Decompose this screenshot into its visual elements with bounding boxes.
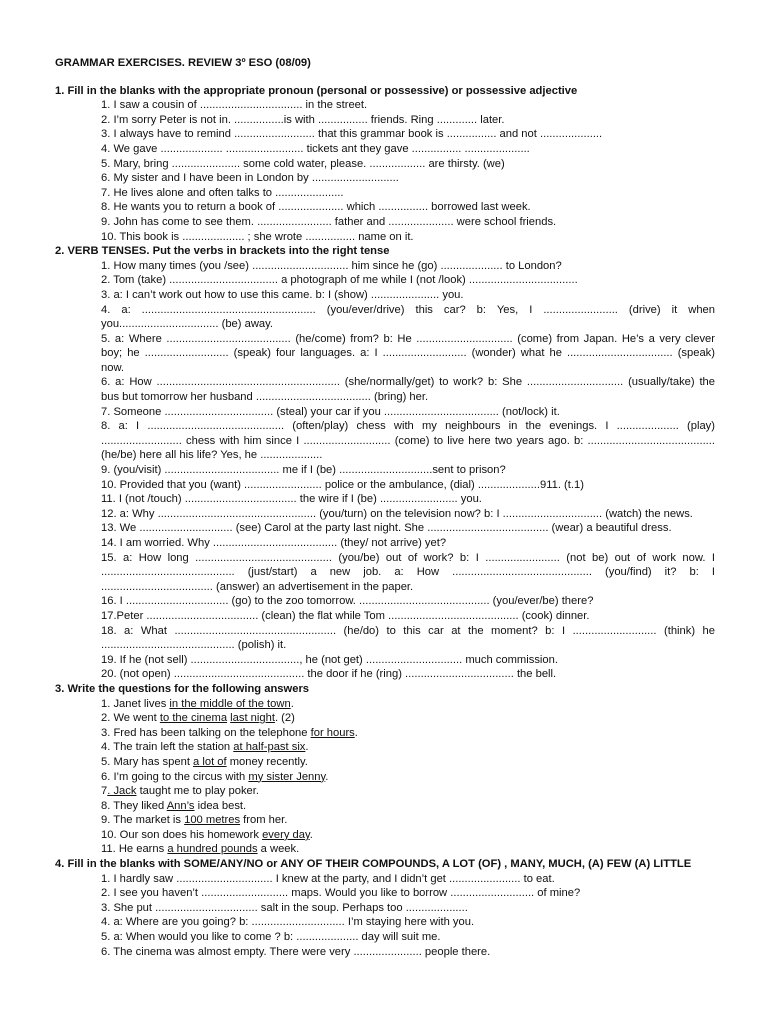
list-item: 3. a: I can’t work out how to use this came. b: I (show) ...................... you. <box>101 288 464 301</box>
list-item: 20. (not open) .......................................... the door if he (ring) ................................... the bell. <box>101 668 557 681</box>
underlined-answer: a hundred pounds <box>167 843 258 856</box>
section-4-list <box>55 872 715 960</box>
list-item: 7. Someone ................................... (steal) your car if you ..................................... (not/lock) it. <box>101 405 560 418</box>
list-item: 17.Peter .................................... (clean) the flat while Tom .......................................... (cook) dinner. <box>101 609 590 622</box>
list-item: 11. He earns a hundred pounds a week. <box>101 843 300 856</box>
list-item: 2. We went to the cinema last night. (2) <box>101 712 295 725</box>
list-item: 8. He wants you to return a book of ..................... which ................ borrowed last week. <box>101 201 531 214</box>
list-item: 3. She put ................................. salt in the soup. Perhaps too .................... <box>101 901 468 914</box>
list-item: 8. They liked Ann’s idea best. <box>101 799 247 812</box>
underlined-answer: my sister Jenny <box>248 770 326 783</box>
underlined-answer: Ann’s <box>166 799 195 812</box>
list-item: 2. Tom (take) ................................... a photograph of me while I (not /look) ................................... <box>101 274 578 287</box>
list-item: 6. I’m going to the circus with my sister Jenny. <box>101 770 329 783</box>
list-item: 2. I see you haven’t ............................ maps. Would you like to borrow ........................... of mine? <box>101 887 581 900</box>
section-3-list <box>55 697 715 858</box>
underlined-answer: every day <box>262 828 310 841</box>
list-item: 5. Mary, bring ...................... some cold water, please. .................. are thirsty. (we) <box>101 157 505 170</box>
underlined-answer: last night <box>230 712 275 725</box>
underlined-answer: for hours <box>310 726 355 739</box>
list-item: 15. a: How long ............................................ (you/be) out of work? b: I ........................ (not be) out of work now. I ........................................... (just/start) a new job. a: How ............................................. (you/find) it? b: I .................................... (answer) an advertisement in the paper. <box>101 551 715 593</box>
underlined-answer: to the cinema <box>159 712 228 725</box>
list-item: 7. Jack taught me to play poker. <box>101 785 259 798</box>
list-item: 5. Mary has spent a lot of money recently. <box>101 755 308 768</box>
list-item: 6. My sister and I have been in London by ............................ <box>101 172 399 185</box>
underlined-answer: at half-past six <box>233 741 306 754</box>
list-item: 9. (you/visit) ..................................... me if I (be) ..............................sent to prison? <box>101 464 506 477</box>
list-item: 6. The cinema was almost empty. There were very ...................... people there. <box>101 945 491 958</box>
list-item: 1. How many times (you /see) ............................... him since he (go) .................... to London? <box>101 259 562 272</box>
list-item: 1. Janet lives in the middle of the town. <box>101 697 294 710</box>
list-item: 4. The train left the station at half-past six. <box>101 741 309 754</box>
list-item: 1. I saw a cousin of ................................. in the street. <box>101 99 368 112</box>
list-item: 3. Fred has been talking on the telephone for hours. <box>101 726 358 739</box>
underlined-answer: 100 metres <box>184 814 241 827</box>
list-item: 4. a: Where are you going? b: .............................. I’m staying here with you. <box>101 916 475 929</box>
list-item: 10. Our son does his homework every day. <box>101 828 313 841</box>
section-1-heading: 1. Fill in the blanks with the appropriate pronoun (personal or possessive) or possessive adjective <box>55 84 578 97</box>
list-item: 14. I am worried. Why ........................................ (they/ not arrive) yet? <box>101 537 447 549</box>
list-item: 3. I always have to remind .......................... that this grammar book is ................ and not .................... <box>101 128 603 141</box>
list-item: 11. I (not /touch) .................................... the wire if I (be) ......................... you. <box>101 493 482 506</box>
list-item: 6. a: How ........................................................... (she/normally/get) to work? b: She ............................... (usually/take) the bus but tomorrow her husband ..................................... (bring) her. <box>101 376 715 404</box>
list-item: 4. a: ........................................................ (you/ever/drive) this car? b: Yes, I ........................ (drive) it when you................................ (be) away. <box>101 303 715 331</box>
list-item: 7. He lives alone and often talks to ...................... <box>101 186 344 199</box>
list-item: 16. I ................................. (go) to the zoo tomorrow. .......................................... (you/ever/be) there? <box>101 595 594 608</box>
list-item: 1. I hardly saw ............................... I knew at the party, and I didn’t get ....................... to eat. <box>101 872 555 885</box>
list-item: 5. a: When would you like to come ? b: .................... day will suit me. <box>101 931 441 944</box>
list-item: 9. John has come to see them. ........................ father and ..................... were school friends. <box>101 215 557 228</box>
list-item: 4. We gave .................... ......................... tickets ant they gave ................ ..................... <box>101 142 530 155</box>
section-2-heading: 2. VERB TENSES. Put the verbs in brackets into the right tense <box>55 245 390 258</box>
section-4-heading: 4. Fill in the blanks with SOME/ANY/NO or ANY OF THEIR COMPOUNDS, A LOT (OF) , MANY, MUCH, (A) FEW (A) LITTLE <box>55 858 692 871</box>
list-item: 8. a: I ............................................ (often/play) chess with my neighbours in the evenings. I .................... (play) .......................... chess with him since I ............................ (come) to live here two years ago. b: ......................................... (he/be) here all his life? Yes, he .................... <box>101 420 715 462</box>
list-item: 18. a: What .................................................... (he/do) to this car at the moment? b: I ........................... (think) he ........................................... (polish) it. <box>101 624 715 652</box>
list-item: 12. a: Why ................................................... (you/turn) on the television now? b: I ................................ (watch) the news. <box>101 507 693 520</box>
worksheet-page <box>55 56 715 959</box>
underlined-answer: . Jack <box>107 785 137 798</box>
list-item: 10. Provided that you (want) ......................... police or the ambulance, (dial) ....................911. (t.1) <box>101 478 584 491</box>
page-title: GRAMMAR EXERCISES. REVIEW 3º ESO (08/09) <box>55 57 311 69</box>
list-item: 13. We .............................. (see) Carol at the party last night. She ....................................... (wear) a beautiful dress. <box>101 522 672 535</box>
section-1-list <box>55 98 715 244</box>
list-item: 10. This book is .................... ; she wrote ................ name on it. <box>101 230 414 243</box>
list-item: 9. The market is 100 metres from her. <box>101 814 288 827</box>
underlined-answer: in the middle of the town <box>169 697 291 710</box>
list-item: 19. If he (not sell) ..................................., he (not get) ............................... much commission. <box>101 653 558 666</box>
section-2-list <box>55 259 715 682</box>
list-item: 2. I’m sorry Peter is not in. ................is with ................ friends. Ring ............. later. <box>101 113 505 126</box>
list-item: 5. a: Where ........................................ (he/come) from? b: He ............................... (come) from Japan. He’s a very clever boy; he ........................... (speak) four languages. a: I ........................... (wonder) what he .................................. (speak) now. <box>101 332 715 374</box>
section-3-heading: 3. Write the questions for the following answers <box>55 682 310 695</box>
underlined-answer: a lot of <box>193 755 227 768</box>
